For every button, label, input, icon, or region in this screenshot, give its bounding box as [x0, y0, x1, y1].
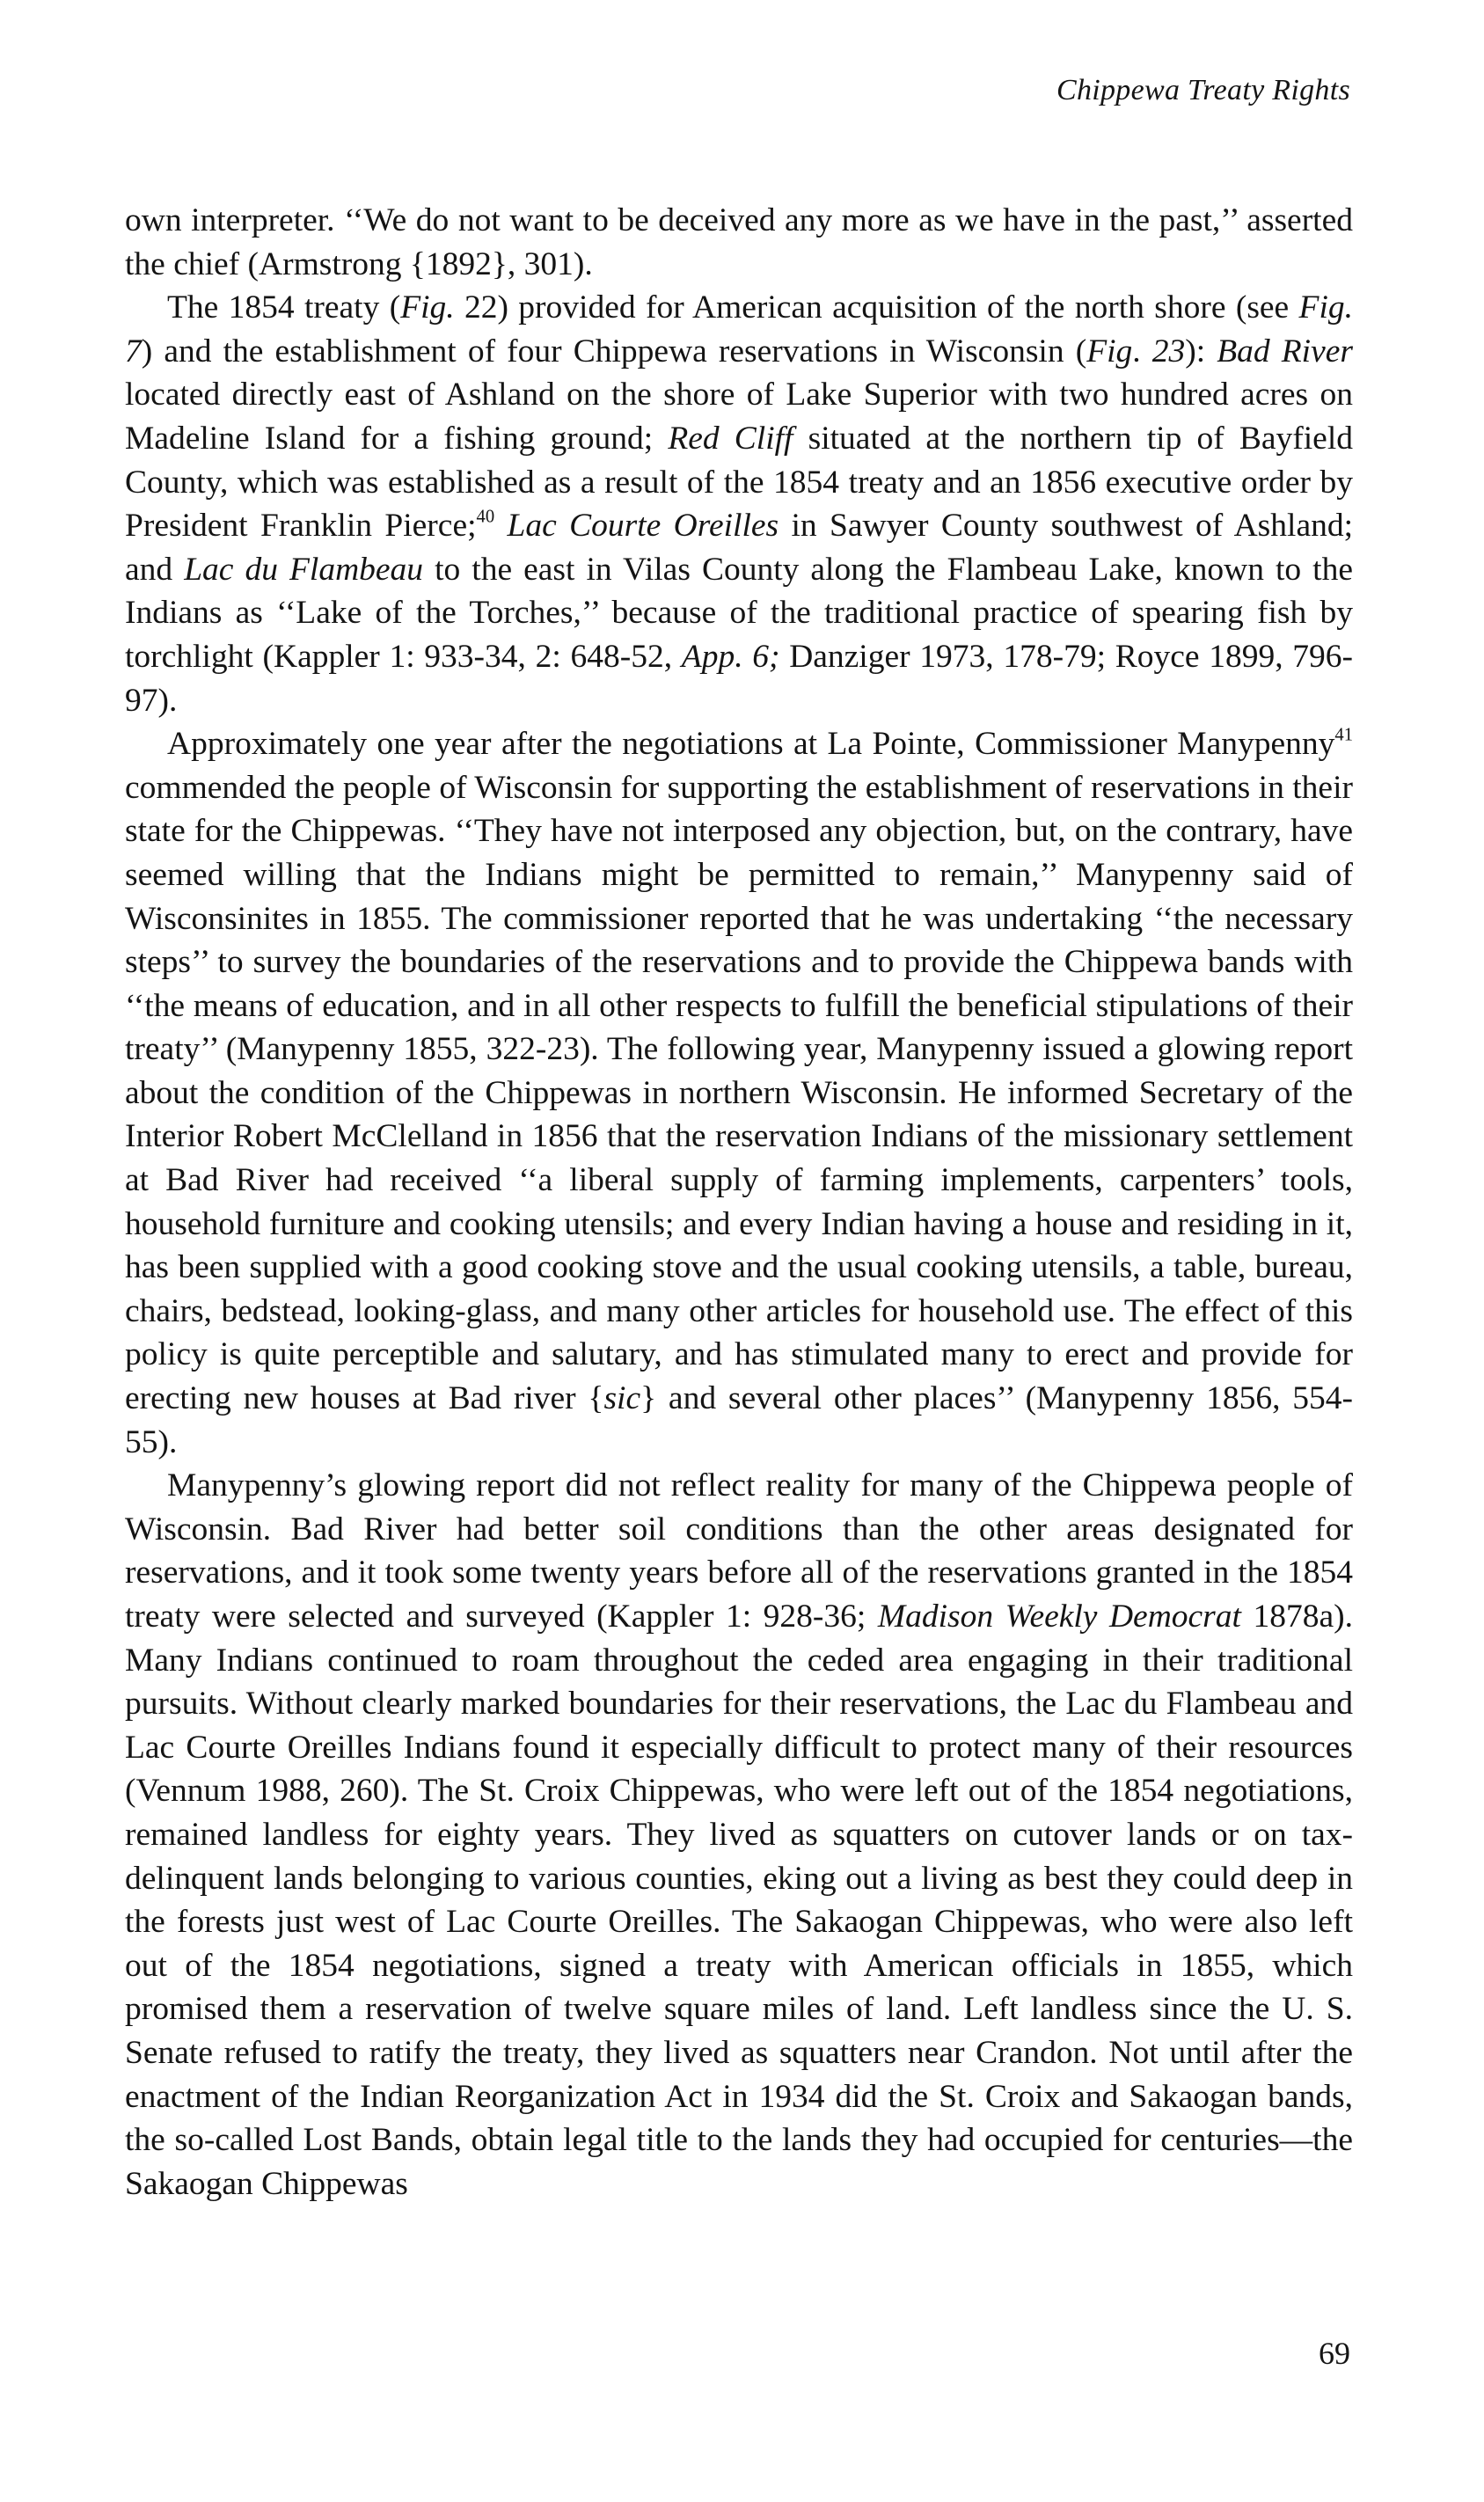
- text-run: Manypenny’s glowing report did not reflect reality for many of the Chippewa people of Wisconsin. Bad River had better soil conditions than the other areas designated for reservations, and it took some twenty years before all of the reservations granted in the 1854 treaty were selected and surveyed (Kappler 1: 928-36;: [125, 1467, 1353, 1635]
- italic-text: Lac du Flambeau: [184, 551, 424, 588]
- body-text: [125, 199, 1353, 2206]
- text-run: situated at the northern tip of Bayfield County, which was established as a result of the 1854 treaty and an 1856 executive order by President Franklin Pierce;: [125, 420, 1353, 545]
- paragraph: [125, 722, 1353, 1464]
- text-run: Approximately one year after the negotiations at La Pointe, Commissioner Manypenny: [167, 726, 1335, 763]
- italic-text: Lac Courte Oreilles: [507, 508, 779, 545]
- text-run: [494, 508, 507, 544]
- text-run: .: [1132, 333, 1152, 369]
- italic-text: Red Cliff: [668, 420, 793, 457]
- italic-text: App. 6;: [681, 638, 780, 675]
- text-run: } and several other places’’ (Manypenny 1856, 554-55).: [125, 1380, 1353, 1460]
- text-run: ) and the establishment of four Chippewa reservations in Wisconsin (: [141, 333, 1087, 369]
- text-run: commended the people of Wisconsin for supporting the establishment of reservations in their state for the Chippewas. ‘‘They have not interposed any objection, but, on the contrary, have seemed willing that the Indians might be permitted to remain,’’ Manypenny said of Wisconsinites in 1855. The commissioner reported that he was undertaking ‘‘the necessary steps’’ to survey the boundaries of the reservations and to provide the Chippewa bands with ‘‘the means of education, and in all other respects to fulfill the beneficial stipulations of their treaty’’ (Manypenny 1855, 322-23). The following year, Manypenny issued a glowing report about the condition of the Chippewas in northern Wisconsin. He informed Secretary of the Interior Robert McClelland in 1856 that the reservation Indians of the missionary settlement at Bad River had received ‘‘a liberal supply of farming implements, carpenters’ tools, household furniture and cooking utensils; and every Indian having a house and residing in it, has been supplied with a good cooking stove and the usual cooking utensils, a table, bureau, chairs, bedstead, looking-glass, and many other articles for household use. The effect of this policy is quite perceptible and salutary, and has stimulated many to erect and provide for erecting new houses at Bad river {: [125, 769, 1353, 1417]
- text-run: The 1854 treaty (: [167, 289, 401, 326]
- paragraph: [125, 199, 1353, 286]
- italic-text: Madison Weekly Democrat: [877, 1598, 1241, 1635]
- text-run: ):: [1185, 333, 1217, 369]
- page-number: 69: [1319, 2336, 1350, 2371]
- italic-text: 23: [1151, 333, 1186, 369]
- italic-text: Fig.: [400, 289, 455, 326]
- footnote-ref: 40: [476, 507, 495, 527]
- italic-text: sic: [603, 1380, 641, 1417]
- italic-text: Fig: [1086, 333, 1133, 369]
- text-run: located directly east of Ashland on the shore of Lake Superior with two hundred acres on Madeline Island for a fishing ground;: [125, 377, 1353, 457]
- text-run: to the east in Vilas County along the Flambeau Lake, known to the Indians as ‘‘Lake of the Torches,’’ because of the traditional practice of spearing fish by torchlight (Kappler 1: 933-34, 2: 648-52,: [125, 551, 1353, 675]
- text-run: Danziger 1973, 178-79; Royce 1899, 796-97).: [125, 638, 1353, 719]
- running-head: Chippewa Treaty Rights: [1056, 74, 1350, 106]
- paragraph: [125, 1464, 1353, 2206]
- paragraph: [125, 286, 1353, 722]
- italic-text: Fig. 7: [125, 289, 1353, 369]
- footnote-ref: 41: [1334, 725, 1353, 745]
- text-run: 22) provided for American acquisition of the north shore (see: [454, 289, 1299, 326]
- italic-text: Bad River: [1217, 333, 1353, 369]
- text-run: in Sawyer County southwest of Ashland; and: [125, 508, 1354, 588]
- text-run: 1878a). Many Indians continued to roam throughout the ceded area engaging in their traditional pursuits. Without clearly marked boundaries for their reservations, the Lac du Flambeau and Lac Courte Oreilles Indians found it especially difficult to protect many of their resources (Vennum 1988, 260). The St. Croix Chippewas, who were left out of the 1854 negotiations, remained landless for eighty years. They lived as squatters on cutover lands or on tax-delinquent lands belonging to various counties, eking out a living as best they could deep in the forests just west of Lac Courte Oreilles. The Sakaogan Chippewas, who were also left out of the 1854 negotiations, signed a treaty with American officials in 1855, which promised them a reservation of twelve square miles of land. Left landless since the U. S. Senate refused to ratify the treaty, they lived as squatters near Crandon. Not until after the enactment of the Indian Reorganization Act in 1934 did the St. Croix and Sakaogan bands, the so-called Lost Bands, obtain legal title to the lands they had occupied for centuries—the Sakaogan Chippewas: [125, 1598, 1353, 2202]
- text-run: own interpreter. ‘‘We do not want to be deceived any more as we have in the past,’’ asserted the chief (Armstrong {1892}, 301).: [125, 202, 1353, 282]
